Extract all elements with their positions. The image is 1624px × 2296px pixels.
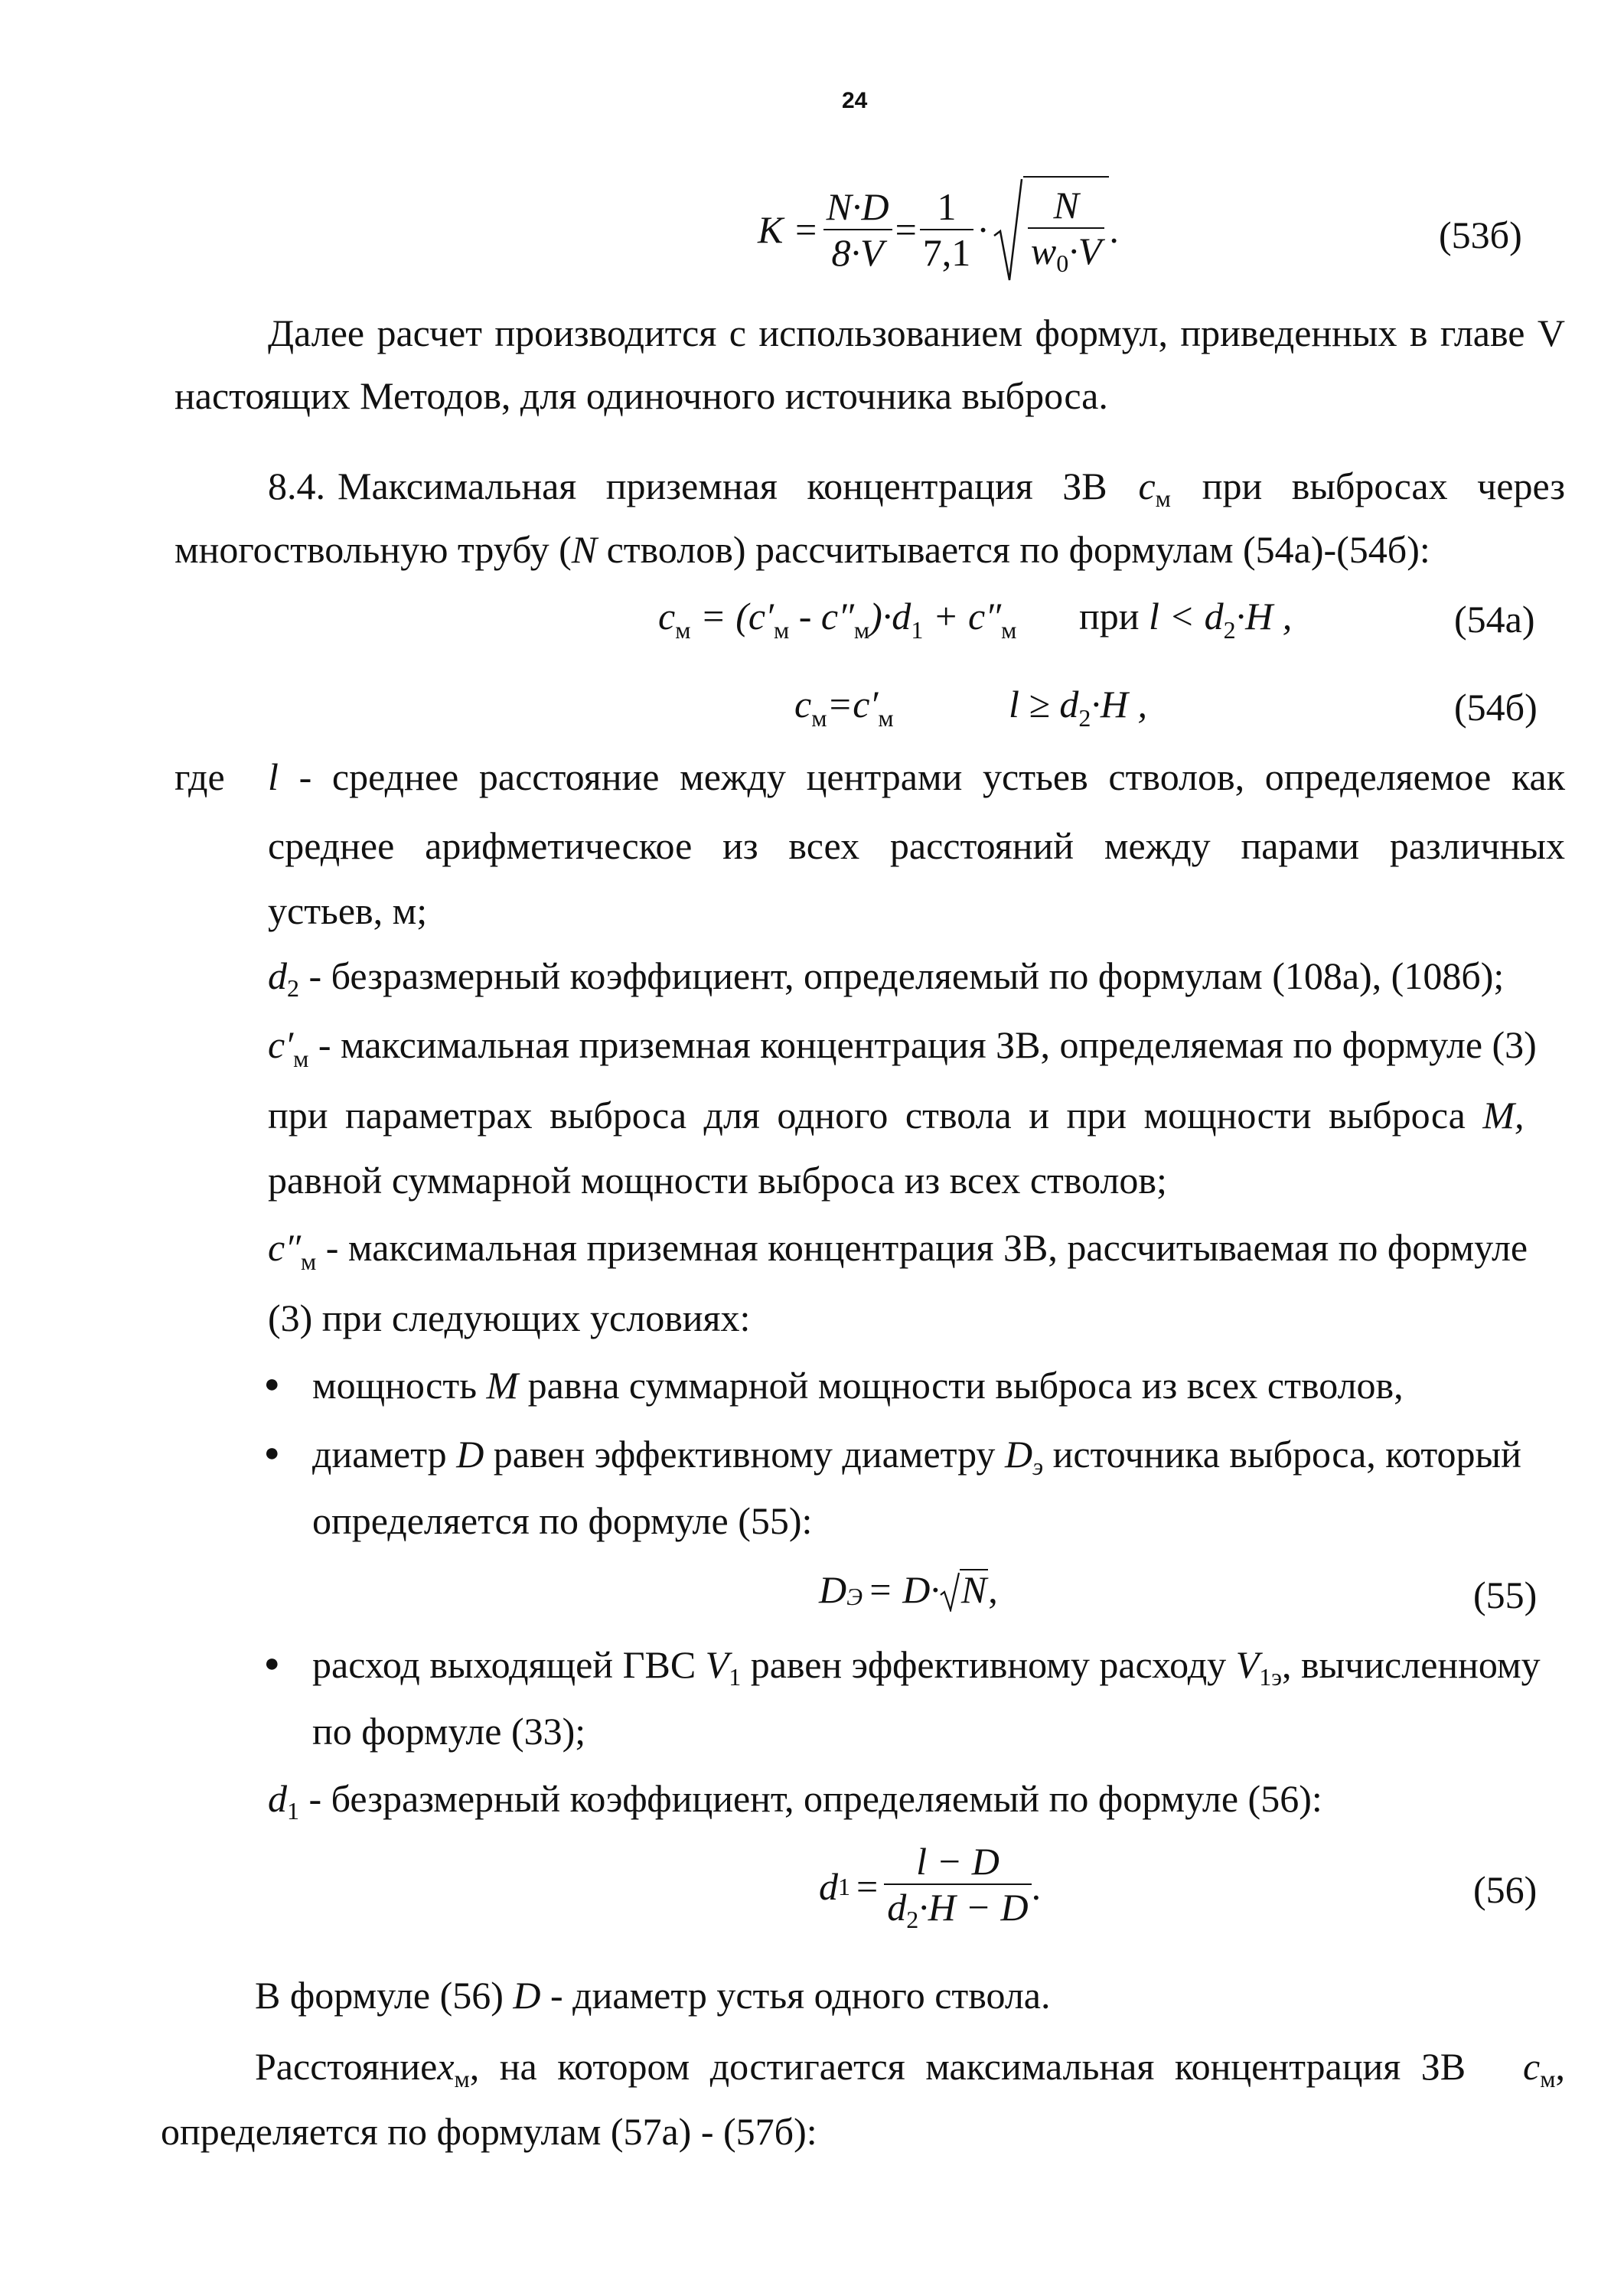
para2-line2 <box>174 530 1430 569</box>
bullet-2-line2: определяется по формуле (55): <box>312 1499 813 1542</box>
equation-54a: $c_м = (c'_м - c''_м)\cdot d_1 + c''_м$ <box>658 595 1017 644</box>
eq53b-sqrt-fraction <box>1028 183 1104 277</box>
bullet-3-line1: расход выходящей ГВС $V_1$ равен эффективному расходу $V_{1э}$, вычисленному <box>312 1643 1541 1691</box>
eq54b-condition: $l \ge d_2\cdot H$ , <box>1009 683 1147 732</box>
eq53b-fraction-2 <box>920 185 974 274</box>
where-l-line1: l - среднее расстояние между центрами устьев стволов, определяемое как <box>268 755 1565 798</box>
eq53b-dot: · <box>977 208 990 251</box>
d1-definition: $d_1$ - безразмерный коэффициент, определяемый по формуле (56): <box>268 1777 1322 1825</box>
eq53b-sqrt <box>993 176 1109 283</box>
para3: В формуле (56) D - диаметр устья одного ствола. <box>255 1974 1051 2017</box>
where-c1-line2: при параметрах выброса для одного ствола и при мощности выброса M, <box>268 1094 1525 1137</box>
where-l-line2: среднее арифметическое из всех расстояний между парами различных <box>268 824 1565 867</box>
para4-line2: определяется по формулам (57а) - (57б): <box>161 2110 817 2153</box>
eq54a-number: (54а) <box>1454 598 1535 641</box>
eq56-number: (56) <box>1473 1868 1538 1911</box>
para2-line1 <box>268 467 1565 510</box>
eq53b-number: (53б) <box>1439 214 1522 256</box>
where-c2-line2: (3) при следующих условиях: <box>268 1296 751 1339</box>
sqrt-sign-icon <box>993 176 1023 283</box>
sqrt-sign-icon <box>940 1570 960 1612</box>
equation-55: D Э = D· N , <box>819 1568 998 1611</box>
bullet-icon: ● <box>264 1649 280 1678</box>
section-number: 8.4. <box>268 465 325 507</box>
eq53b-frac1-numerator: N·D <box>826 185 889 228</box>
page-number: 24 <box>842 88 868 113</box>
para1-line1: Далее расчет производится с использованием формул, приведенных в главе V <box>268 311 1565 354</box>
para4-line1: Расстояние $x_м$ , на котором достигается максимальная концентрация ЗВ $c_м$, <box>255 2045 1565 2092</box>
where-word: где <box>174 755 225 798</box>
eq56-fraction <box>884 1839 1031 1933</box>
bullet-icon: ● <box>264 1439 280 1467</box>
eq53b-frac2-numerator: 1 <box>937 185 957 228</box>
para2-line2-b: стволов) рассчитывается по формулам (54а)-(54б): <box>597 528 1430 571</box>
eq53b-fraction-1 <box>823 185 892 274</box>
para2-cm: $c_м$ <box>1138 465 1171 512</box>
eq54b-number: (54б) <box>1454 686 1538 729</box>
where-c1-line1: $c'_м$ - максимальная приземная концентрация ЗВ, определяемая по формуле (3) <box>268 1023 1537 1072</box>
para2-line1-end: при выбросах через <box>1202 465 1565 507</box>
eq53b-frac1-denominator: 8·V <box>823 229 892 272</box>
bullet-2-line1: диаметр D равен эффективному диаметру $D_э$ источника выброса, который <box>312 1433 1521 1480</box>
where-d2: $d_2$ - безразмерный коэффициент, определяемый по формулам (108а), (108б); <box>268 954 1505 1002</box>
para1-line2: настоящих Методов, для одиночного источника выброса. <box>174 374 1108 417</box>
eq53b-frac2-denominator: 7,1 <box>920 229 974 272</box>
equation-54b: $c_м=c'_м$ <box>794 683 894 732</box>
where-c1-line3: равной суммарной мощности выброса из всех стволов; <box>268 1159 1167 1202</box>
para2-line2-N: N <box>571 528 598 571</box>
eq53b-sqrt-den-tail: ·V <box>1068 229 1102 272</box>
equation-53b <box>758 172 1119 287</box>
eq53b-lhs: K = <box>758 208 819 251</box>
eq53b-period: . <box>1109 208 1119 251</box>
eq55-number: (55) <box>1473 1574 1538 1616</box>
eq54a-condition: при $l < d_2\cdot H$ , <box>1079 595 1293 644</box>
eq53b-equals: = <box>895 208 917 251</box>
equation-56: d 1 = $\frac{l - D}{d_2\cdot H - D}$ . <box>819 1839 1042 1933</box>
para2-line1-text: Максимальная приземная концентрация ЗВ <box>338 465 1107 507</box>
eq53b-sqrt-den-sub: 0 <box>1056 249 1069 277</box>
where-l-line3: устьев, м; <box>268 889 428 932</box>
para2-line1-words <box>338 467 1565 510</box>
para2-line2-a: многоствольную трубу ( <box>174 528 572 571</box>
eq53b-sqrt-den-w: w <box>1030 229 1057 272</box>
eq56-denominator: $d_2\cdot H - D$ <box>884 1883 1031 1932</box>
bullet-3-line2: по формуле (33); <box>312 1710 586 1753</box>
eq56-numerator: l − D <box>916 1839 1000 1883</box>
where-c2-line1: $c''_м$ - максимальная приземная концентрация ЗВ, рассчитываемая по формуле <box>268 1226 1528 1275</box>
bullet-icon: ● <box>264 1370 280 1398</box>
eq53b-sqrt-numerator: N <box>1053 183 1079 227</box>
bullet-1: мощность M равна суммарной мощности выброса из всех стволов, <box>312 1364 1404 1407</box>
